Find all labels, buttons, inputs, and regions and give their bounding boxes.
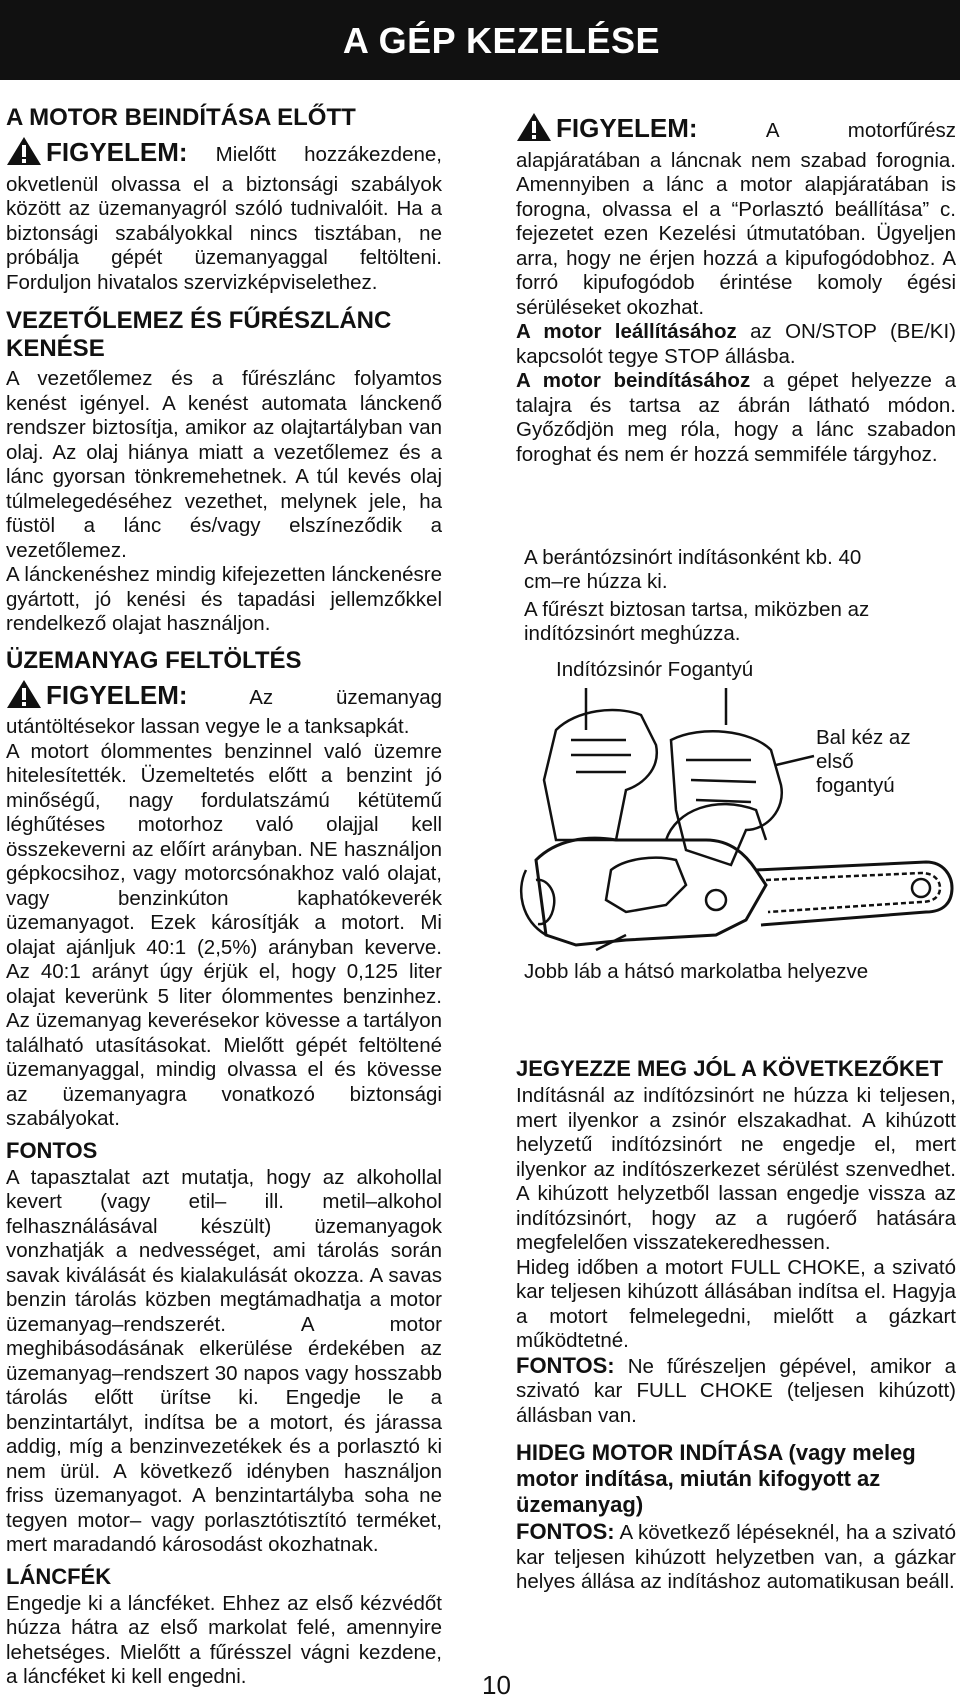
starting-figure: [516, 540, 956, 1000]
paragraph-important: [516, 1354, 956, 1429]
bold-lead: A motor beindításához: [516, 369, 751, 392]
text: A következő lépéseknél, ha a szivató kar teljesen kihúzott helyzetben van, a gázkar helyes állása az indításhoz automatikusan beáll.: [516, 1521, 956, 1593]
left-column: [6, 96, 442, 1690]
warning-icon: [516, 112, 552, 149]
section-title-fueling: ÜZEMANYAG FELTÖLTÉS: [6, 646, 302, 674]
section-title-lubrication: VEZETŐLEMEZ ÉS FŰRÉSZLÁNC KENÉSE: [6, 307, 392, 362]
chainsaw-illustration: [516, 540, 956, 1000]
paragraph: A motort ólommentes benzinnel való üzemre hitelesítették. Üzemeltetés előtt a benzint jó minőségű, nagy fordulatszámú kétütemű léghűtéses motorhoz való olajjal kell összekeverni az előírt arányban. NE használjon gépkocsihoz, vagy motorcsónakhoz való olajat, vagy benzinkúton kaphatókeverék üzemanyagot. Ezek károsítják a motort. Mi olajat ajánljuk 40:1 (2,5%) arányban keverve. Az 40:1 arányt úgy érjük el, hogy 0,125 liter olajat keverünk 5 liter ólommentes benzinhez. Az üzemanyag keverésekor kövesse a tartályon található utasításokat. Mielőtt gépét feltöltené üzemanyaggal, mindig olvassa el és kövesse az üzemanyagra vonatkozó biztonsági szabályokat.: [6, 739, 442, 1130]
paragraph: Hideg időben a motort FULL CHOKE, a szivató kar teljesen kihúzott állásában indítsa el. Hagyja a motort felmelegedni, mielőtt a gázkart működtetné.: [516, 1255, 956, 1352]
paragraph-important: [516, 1520, 956, 1595]
paragraph-start: [516, 369, 956, 467]
section-title-chain-brake: LÁNCFÉK: [6, 1563, 112, 1589]
label-starter-cord: Indítózsinór Fogantyú: [556, 658, 754, 681]
bold-lead: FONTOS:: [516, 1352, 615, 1378]
right-column-lower: [516, 1050, 956, 1595]
page-title: A GÉP KEZELÉSE: [342, 20, 660, 61]
figure-text-hold: A fűrészt biztosan tartsa, miközben az indítózsinórt meghúzza.: [524, 598, 870, 645]
warning-idle-chain: [516, 112, 956, 320]
section-title-cold-start: HIDEG MOTOR INDÍTÁSA (vagy meleg motor indítása, miután kifogyott az üzemanyag): [516, 1440, 916, 1517]
paragraph: Engedje ki a láncféket. Ehhez az első kézvédőt húzza hátra az első markolat felé, amennyire lehetséges. Mielőtt a fűrésszel vágni kezdene, a láncféket ki kell engedni.: [6, 1591, 442, 1688]
section-title-motor-start: A MOTOR BEINDÍTÁSA ELŐTT: [6, 104, 356, 131]
page-header: [0, 0, 960, 80]
bold-lead: A motor leállításához: [516, 320, 737, 343]
text: Ne fűrészeljen gépével, amikor a szivató kar FULL CHOKE (teljesen kihúzott) állásban van.: [516, 1354, 956, 1427]
text: az ON/STOP (BE/KI) kapcsolót tegye STOP állásba.: [516, 320, 957, 368]
warning-icon: [6, 679, 42, 716]
text: a gépet helyezze a talajra és tartsa az ábrán látható módon. Győződjön meg róla, hogy a lánc szabadon foroghat és nem ér hozzá semmiféle tárgyhoz.: [516, 369, 956, 466]
figure-text-pull: A berántózsinórt indításonként kb. 40 cm–re húzza ki.: [524, 546, 862, 593]
paragraph: A lánckenéshez mindig kifejezetten lánckenésre gyártott, jó kenési és tapadási jellemzőkkel rendelkező olajat használjon.: [6, 563, 442, 635]
paragraph: A tapasztalat azt mutatja, hogy az alkohollal kevert (vagy etil– ill. metil–alkohol felhasználásával készült) üzemanyagok vonzhatják a nedvességet, ami tárolás során savak kiválását és kialakulását okozza. A savas benzin tárolás közben megtámadhatja a motor üzemanyag–rendszerét. A motor meghibásodásának elkerülése érdekében az üzemanyag–rendszert 30 napos vagy hosszabb tárolás előtt ürítse ki. Engedje le a benzintartályt, indítsa be a motort, és járassa addig, míg a benzinvezetékek és a porlasztó ki nem ürül. A következő idényben használjon friss üzemanyagot. A benzintartályba soha ne tegyen motor– vagy porlasztótisztító terméket, mert maradandó károsodást okozhatnak.: [6, 1165, 442, 1556]
page-number: 10: [482, 1670, 511, 1700]
paragraph-stop: [516, 320, 956, 369]
label-left-hand: Bal kéz az első fogantyú: [816, 726, 911, 797]
section-title-remember: JEGYEZZE MEG JÓL A KÖVETKEZŐKET: [516, 1056, 944, 1081]
warning-text: Mielőtt hozzákezdene, okvetlenül olvassa el a biztonsági szabályok között az üzemanyagról szóló tudnivalóit. Ha a biztonsági szabályokkal nincs tisztában, ne próbálja gépét üzemanyaggal feltölteni. Forduljon hivatalos szervizképviselethez.: [6, 143, 442, 294]
warning-text: A motorfűrész alapjáratában a láncnak nem szabad forognia. Amennyiben a lánc a motor alapjáratában is forogna, olvassa el a “Porlasztó beállítása” c. fejezetet ezen Kezelési útmutatóban. Ügyeljen arra, hogy ne érjen hozzá a kipufogódobhoz. A forró kipufogódob érintése komoly égési sérüléseket okozhat.: [516, 119, 956, 319]
right-column: [516, 96, 956, 467]
bold-lead: FONTOS:: [516, 1519, 615, 1544]
warning-label: FIGYELEM:: [46, 137, 188, 167]
paragraph: A vezetőlemez és a fűrészlánc folyamtos kenést igényel. A kenést automata lánckenő rendszer biztosítja, amikor az olajtartályban van olaj. Az olaj hiánya miatt a vezetőlemez és a lánc gyorsan tönkremehetnek. A túl kevés olaj túlmelegedéséhez vezethet, melynek jele, ha füstöl a lánc és/vagy elszíneződik a vezetőlemez.: [6, 367, 442, 562]
warning-fuel-cap: [6, 679, 442, 740]
warning-label: FIGYELEM:: [46, 679, 188, 710]
paragraph: Indításnál az indítózsinórt ne húzza ki teljesen, mert ilyenkor a zsinór elszakadhat. A kihúzott helyzetű indítózsinórt ne engedje el, mert ilyenkor az indítószerkezet sérülést szenvedhet. A kihúzott helyzetből lassan engedje vissza az indítózsinórt, hogy az a rugóerő hatására megfelelően visszatekeredhessen.: [516, 1084, 956, 1254]
warning-fuel-rules: [6, 136, 442, 295]
warning-label: FIGYELEM:: [556, 113, 698, 143]
warning-text: Az üzemanyag utántöltésekor lassan vegye le a tanksapkát.: [6, 685, 442, 738]
section-title-important: FONTOS: [6, 1137, 98, 1163]
label-right-foot: Jobb láb a hátsó markolatba helyezve: [524, 960, 869, 983]
warning-icon: [6, 136, 42, 173]
